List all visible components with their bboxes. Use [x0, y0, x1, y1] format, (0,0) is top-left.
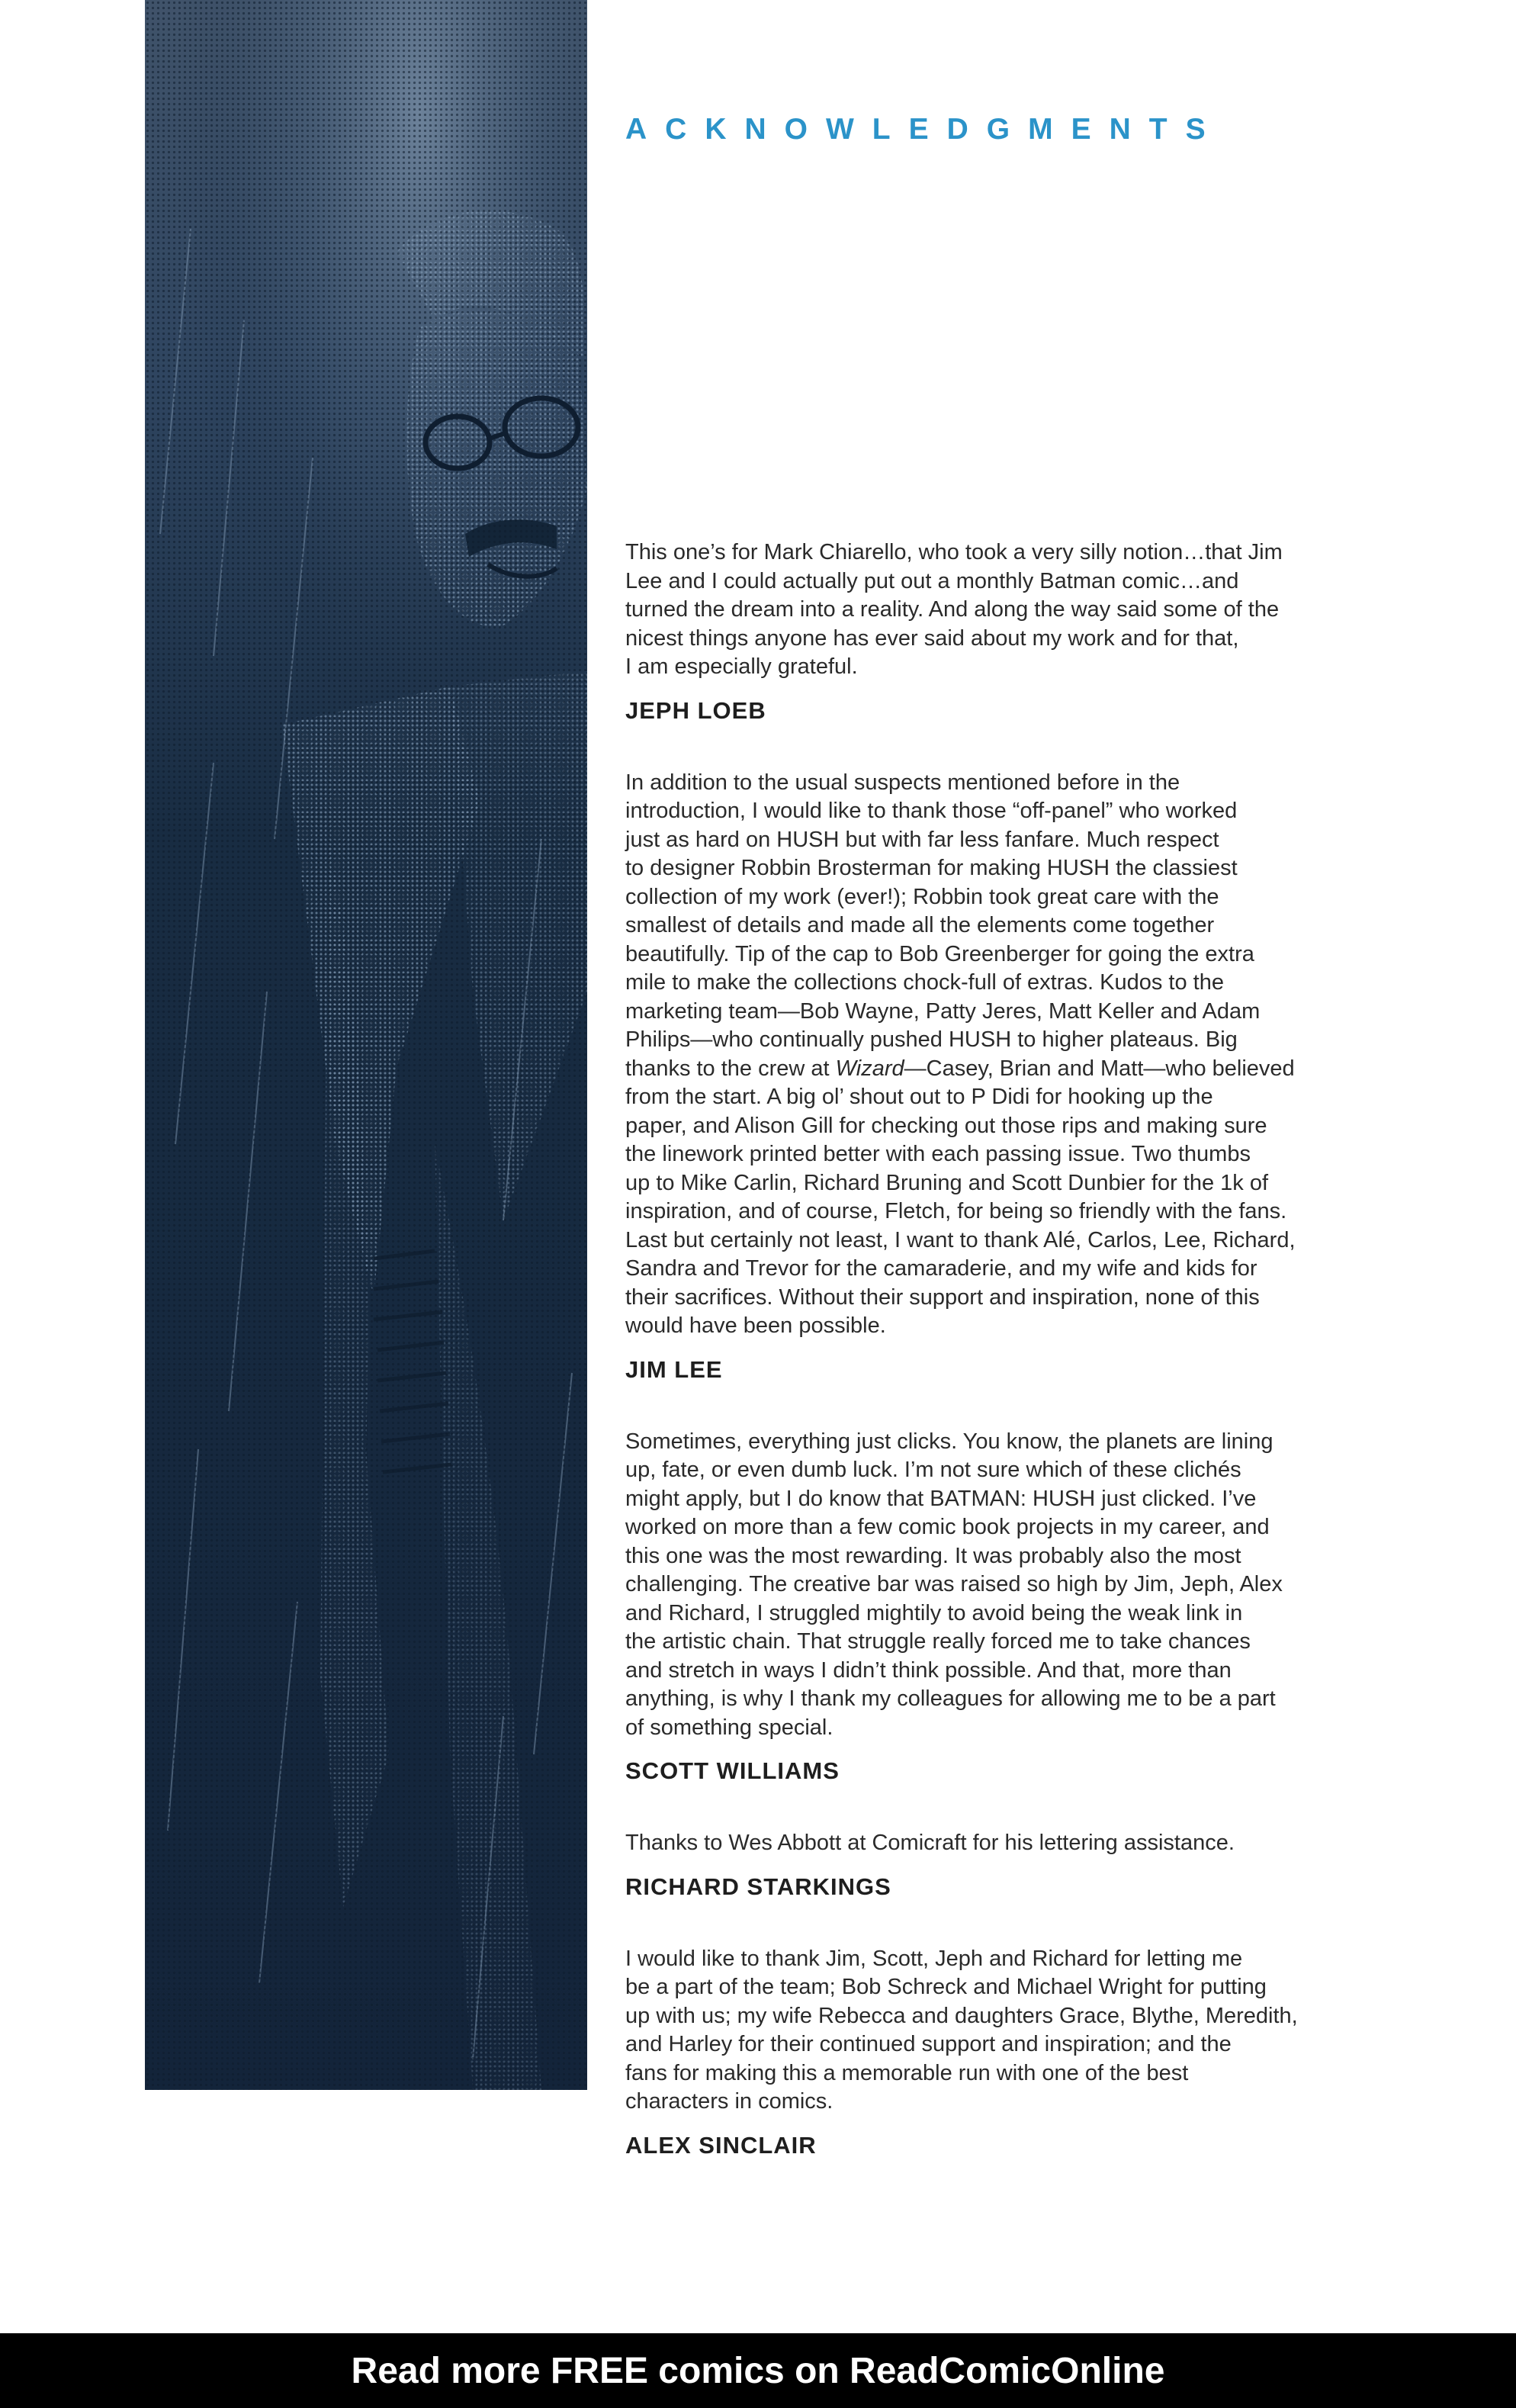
acknowledgment-text-italic: Wizard: [835, 1056, 904, 1081]
acknowledgment-text-part: —Casey, Brian and Matt—who believed from the start. A big ol’ shout out to P Didi for hooking up the paper, and Alison Gill for checking out those rips and making sure the linework printed better with each passing issue. Two thumbs up to Mike Carlin, Richard Bruning and Scott Dunbier for the 1k of inspiration, and of course, Fletch, for being so friendly with the fans. Last but certainly not least, I want to thank Alé, Carlos, Lee, Richard, Sandra and Trevor for the camaraderie, and my wife and kids for their sacrifices. Without their support and inspiration, none of this would have been possible.: [625, 1056, 1296, 1338]
acknowledgment-entry-richard-starkings: [625, 1829, 1388, 1901]
promo-footer-banner: [0, 2333, 1516, 2408]
acknowledgment-entry-jim-lee: [625, 769, 1388, 1384]
acknowledgment-text: I would like to thank Jim, Scott, Jeph and Richard for letting me be a part of the team; Bob Schreck and Michael Wright for putting up with us; my wife Rebecca and daughters Grace, Blythe, Meredith, and Harley for their continued support and inspiration; and the fans for making this a memorable run with one of the best characters in comics.: [625, 1946, 1298, 2114]
acknowledgment-text: [625, 769, 1388, 1341]
page-title: ACKNOWLEDGMENTS: [625, 113, 1224, 146]
acknowledgments-body: [625, 539, 1388, 2159]
acknowledgment-signature: RICHARD STARKINGS: [625, 1873, 891, 1900]
acknowledgment-signature: SCOTT WILLIAMS: [625, 1757, 840, 1784]
halftone-portrait-illustration-icon: [145, 0, 587, 2090]
acknowledgment-text: Thanks to Wes Abbott at Comicraft for his lettering assistance.: [625, 1831, 1235, 1855]
acknowledgment-text: This one’s for Mark Chiarello, who took a very silly notion…that Jim Lee and I could actually put out a monthly Batman comic…and turned the dream into a reality. And along the way said some of the nicest things anyone has ever said about my work and for that, I am especially grateful.: [625, 540, 1283, 679]
promo-footer-text: Read more FREE comics on ReadComicOnline: [351, 2350, 1165, 2391]
acknowledgment-entry-alex-sinclair: [625, 1945, 1388, 2159]
acknowledgment-signature: JEPH LOEB: [625, 696, 766, 724]
acknowledgment-entry-jeph-loeb: [625, 539, 1388, 725]
acknowledgment-entry-scott-williams: [625, 1428, 1388, 1786]
acknowledgment-text: Sometimes, everything just clicks. You know, the planets are lining up, fate, or even dumb luck. I’m not sure which of these clichés might apply, but I do know that BATMAN: HUSH just clicked. I’ve worked on more than a few comic book projects in my career, and this one was the most rewarding. It was probably also the most challenging. The creative bar was raised so high by Jim, Jeph, Alex and Richard, I struggled mightily to avoid being the weak link in the artistic chain. That struggle really forced me to take chances and stretch in ways I didn’t think possible. And that, more than anything, is why I thank my colleagues for allowing me to be a part of something special.: [625, 1429, 1283, 1740]
acknowledgment-signature: ALEX SINCLAIR: [625, 2131, 817, 2159]
acknowledgment-signature: JIM LEE: [625, 1355, 723, 1383]
acknowledgment-text-part: In addition to the usual suspects mentioned before in the introduction, I would like to thank those “off-panel” who worked just as hard on HUSH but with far less fanfare. Much respect to designer Robbin Brosterman for making HUSH the classiest collection of my work (ever!); Robbin took great care with the smallest of details and made all the elements come together beautifully. Tip of the cap to Bob Greenberger for going the extra mile to make the collections chock-full of extras. Kudos to the marketing team—Bob Wayne, Patty Jeres, Matt Keller and Adam Philips—who continually pushed HUSH to higher plateaus. Big thanks to the crew at: [625, 770, 1261, 1081]
